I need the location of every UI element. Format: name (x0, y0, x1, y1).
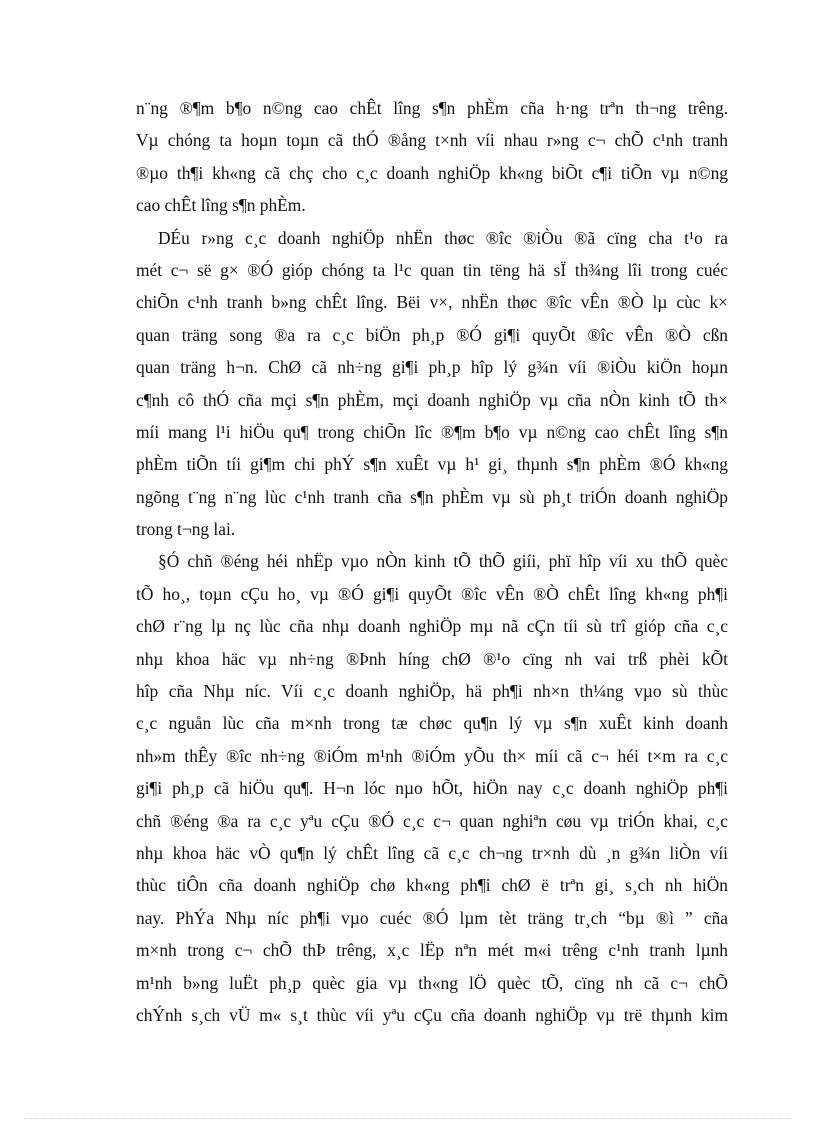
text-line: phÈm tiÕn tíi gi¶m chi phÝ s¶n xuÊt vµ h¹ gi¸ thµnh s¶n phÈm ®Ó kh«ng (136, 454, 728, 475)
text-line: nh»m thÊy ®îc nh÷ng ®iÓm m¹nh ®iÓm yÕu th× míi cã c¬ héi t×m ra c¸c (136, 745, 728, 766)
text-line: nay. PhÝa Nhµ níc ph¶i vµo cuéc ®Ó lµm tèt träng tr¸ch “bµ ®ì ” cña (136, 907, 728, 928)
text-line: hîp cña Nhµ níc. Víi c¸c doanh nghiÖp, hä ph¶i nh×n th¼ng vµo sù thùc (136, 681, 728, 702)
text-line: c¸c nguån lùc cña m×nh trong tæ chøc qu¶n lý vµ s¶n xuÊt kinh doanh (136, 713, 728, 734)
text-line: nhµ khoa häc vµ nh÷ng ®Þnh híng chØ ®¹o cïng nh vai trß phèi kÕt (136, 648, 728, 669)
text-line: m×nh trong c¬ chÕ thÞ trêng, x¸c lËp nªn mét m«i trêng c¹nh tranh lµnh (136, 940, 728, 961)
text-line: m¹nh b»ng luËt ph¸p quèc gia vµ th«ng lÖ quèc tÕ, cïng nh cã c¬ chÕ (136, 972, 728, 993)
text-line: quan träng h¬n. ChØ cã nh÷ng gi¶i ph¸p hîp lý g¾n víi ®iÒu kiÖn hoµn (136, 357, 728, 378)
text-line: chñ ®éng ®a ra c¸c yªu cÇu ®Ó c¸c c¬ quan nghiªn cøu vµ triÓn khai, c¸c (136, 810, 728, 831)
text-line: DÉu r»ng c¸c doanh nghiÖp nhËn thøc ®îc ®iÒu ®ã cïng cha t¹o ra (158, 227, 728, 248)
text-line: tÕ ho¸, toµn cÇu ho¸ vµ ®Ó gi¶i quyÕt ®îc vÊn ®Ò chÊt lîng kh«ng ph¶i (136, 583, 728, 604)
text-line: ®µo th¶i kh«ng cã chç cho c¸c doanh nghiÖp kh«ng biÕt c¶i tiÕn vµ n©ng (136, 162, 728, 183)
text-line: chiÕn c¹nh tranh b»ng chÊt lîng. Bëi v×, nhËn thøc ®îc vÊn ®Ò lµ cùc k× (136, 292, 728, 313)
text-line: gi¶i ph¸p cã hiÖu qu¶. H¬n lóc nµo hÕt, hiÖn nay c¸c doanh nghiÖp ph¶i (136, 778, 728, 799)
text-line: chØ r¨ng lµ nç lùc cña nhµ doanh nghiÖp mµ nã cÇn tíi sù trî gióp cña c¸c (136, 616, 728, 637)
text-line: §Ó chñ ®éng héi nhËp vµo nÒn kinh tÕ thÕ giíi, phï hîp víi xu thÕ quèc (158, 551, 728, 572)
text-line: cao chÊt lîng s¶n phÈm. (136, 195, 306, 216)
text-line: trong t¬ng lai. (136, 519, 236, 540)
text-line: chÝnh s¸ch vÜ m« s¸t thùc víi yªu cÇu cña doanh nghiÖp vµ trë thµnh kim (136, 1004, 728, 1025)
text-line: ngõng t¨ng n¨ng lùc c¹nh tranh cña s¶n phÈm vµ sù ph¸t triÓn doanh nghiÖp (136, 486, 728, 507)
text-line: quan träng song ®a ra c¸c biÖn ph¸p ®Ó gi¶i quyÕt ®îc vÊn ®Ò cßn (136, 324, 728, 345)
text-line: míi mang l¹i hiÖu qu¶ trong chiÕn lîc ®¶m b¶o vµ n©ng cao chÊt lîng s¶n (136, 421, 728, 442)
text-line: Vµ chóng ta hoµn toµn cã thÓ ®ång t×nh víi nhau r»ng c¬ chÕ c¹nh tranh (136, 130, 728, 151)
text-line: c¶nh cô thÓ cña mçi s¶n phÈm, mçi doanh nghiÖp vµ cña nÒn kinh tÕ th× (136, 389, 728, 410)
document-body (136, 92, 728, 1031)
text-line: n¨ng ®¶m b¶o n©ng cao chÊt lîng s¶n phÈm cña h·ng trªn th¬ng trêng. (136, 98, 728, 118)
text-line: nhµ khoa häc vÒ qu¶n lý chÊt lîng cã c¸c ch¬ng tr×nh dù ¸n g¾n liÒn víi (136, 842, 728, 863)
text-line: thùc tiÔn cña doanh nghiÖp chø kh«ng ph¶i chØ ë trªn gi¸ s¸ch nh hiÖn (136, 875, 728, 896)
page-bottom-border (24, 1118, 792, 1119)
text-line: mét c¬ së g× ®Ó gióp chóng ta l¹c quan tin tëng hä sÏ th¾ng lîi trong cuéc (136, 259, 728, 280)
